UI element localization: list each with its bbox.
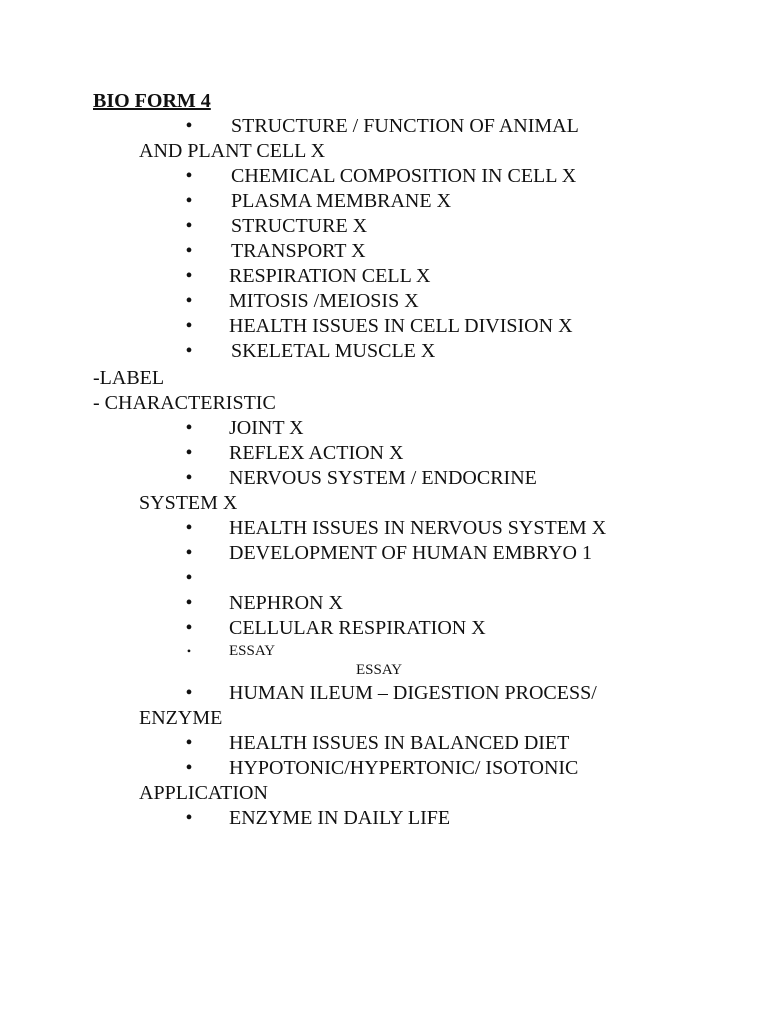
list-item: CELLULAR RESPIRATION X xyxy=(229,617,486,639)
list-item: RESPIRATION CELL X xyxy=(229,265,431,287)
list-item-continuation: APPLICATION xyxy=(139,782,268,804)
bullet-icon: • xyxy=(185,190,193,212)
bullet-icon: • xyxy=(185,340,193,362)
list-item: NERVOUS SYSTEM / ENDOCRINE xyxy=(229,467,537,489)
list-item: HEALTH ISSUES IN NERVOUS SYSTEM X xyxy=(229,517,607,539)
list-item: HEALTH ISSUES IN BALANCED DIET xyxy=(229,732,570,754)
document-title: BIO FORM 4 xyxy=(93,90,211,112)
list-item: SKELETAL MUSCLE X xyxy=(231,340,436,362)
bullet-icon: • xyxy=(185,467,193,489)
list-item: JOINT X xyxy=(229,417,304,439)
bullet-icon: • xyxy=(186,644,192,658)
bullet-icon: • xyxy=(185,542,193,564)
list-item-continuation: AND PLANT CELL X xyxy=(139,140,326,162)
list-item: CHEMICAL COMPOSITION IN CELL X xyxy=(231,165,577,187)
sub-label: -LABEL xyxy=(93,367,165,389)
essay-heading: ESSAY xyxy=(356,662,403,678)
list-item: STRUCTURE X xyxy=(231,215,368,237)
list-item: HYPOTONIC/HYPERTONIC/ ISOTONIC xyxy=(229,757,579,779)
bullet-icon: • xyxy=(185,442,193,464)
sub-label: - CHARACTERISTIC xyxy=(93,392,276,414)
list-item: HUMAN ILEUM – DIGESTION PROCESS/ xyxy=(229,682,597,704)
essay-label: ESSAY xyxy=(229,643,276,659)
bullet-icon: • xyxy=(185,215,193,237)
list-item: ENZYME IN DAILY LIFE xyxy=(229,807,451,829)
bullet-icon: • xyxy=(185,115,193,137)
bullet-icon: • xyxy=(185,240,193,262)
bullet-icon: • xyxy=(185,682,193,704)
bullet-icon: • xyxy=(185,732,193,754)
bullet-icon: • xyxy=(185,592,193,614)
bullet-icon: • xyxy=(185,517,193,539)
bullet-icon: • xyxy=(185,290,193,312)
list-item: PLASMA MEMBRANE X xyxy=(231,190,452,212)
bullet-icon: • xyxy=(185,315,193,337)
list-item: MITOSIS /MEIOSIS X xyxy=(229,290,419,312)
list-item: NEPHRON X xyxy=(229,592,343,614)
list-item: HEALTH ISSUES IN CELL DIVISION X xyxy=(229,315,573,337)
bullet-icon: • xyxy=(185,807,193,829)
bullet-icon: • xyxy=(185,617,193,639)
bullet-icon: • xyxy=(185,567,193,589)
list-item: TRANSPORT X xyxy=(231,240,366,262)
list-item-continuation: ENZYME xyxy=(139,707,223,729)
bullet-icon: • xyxy=(185,417,193,439)
bullet-icon: • xyxy=(185,757,193,779)
list-item: DEVELOPMENT OF HUMAN EMBRYO 1 xyxy=(229,542,592,564)
list-item: REFLEX ACTION X xyxy=(229,442,404,464)
bullet-icon: • xyxy=(185,265,193,287)
list-item-continuation: SYSTEM X xyxy=(139,492,238,514)
list-item: STRUCTURE / FUNCTION OF ANIMAL xyxy=(231,115,579,137)
bullet-icon: • xyxy=(185,165,193,187)
